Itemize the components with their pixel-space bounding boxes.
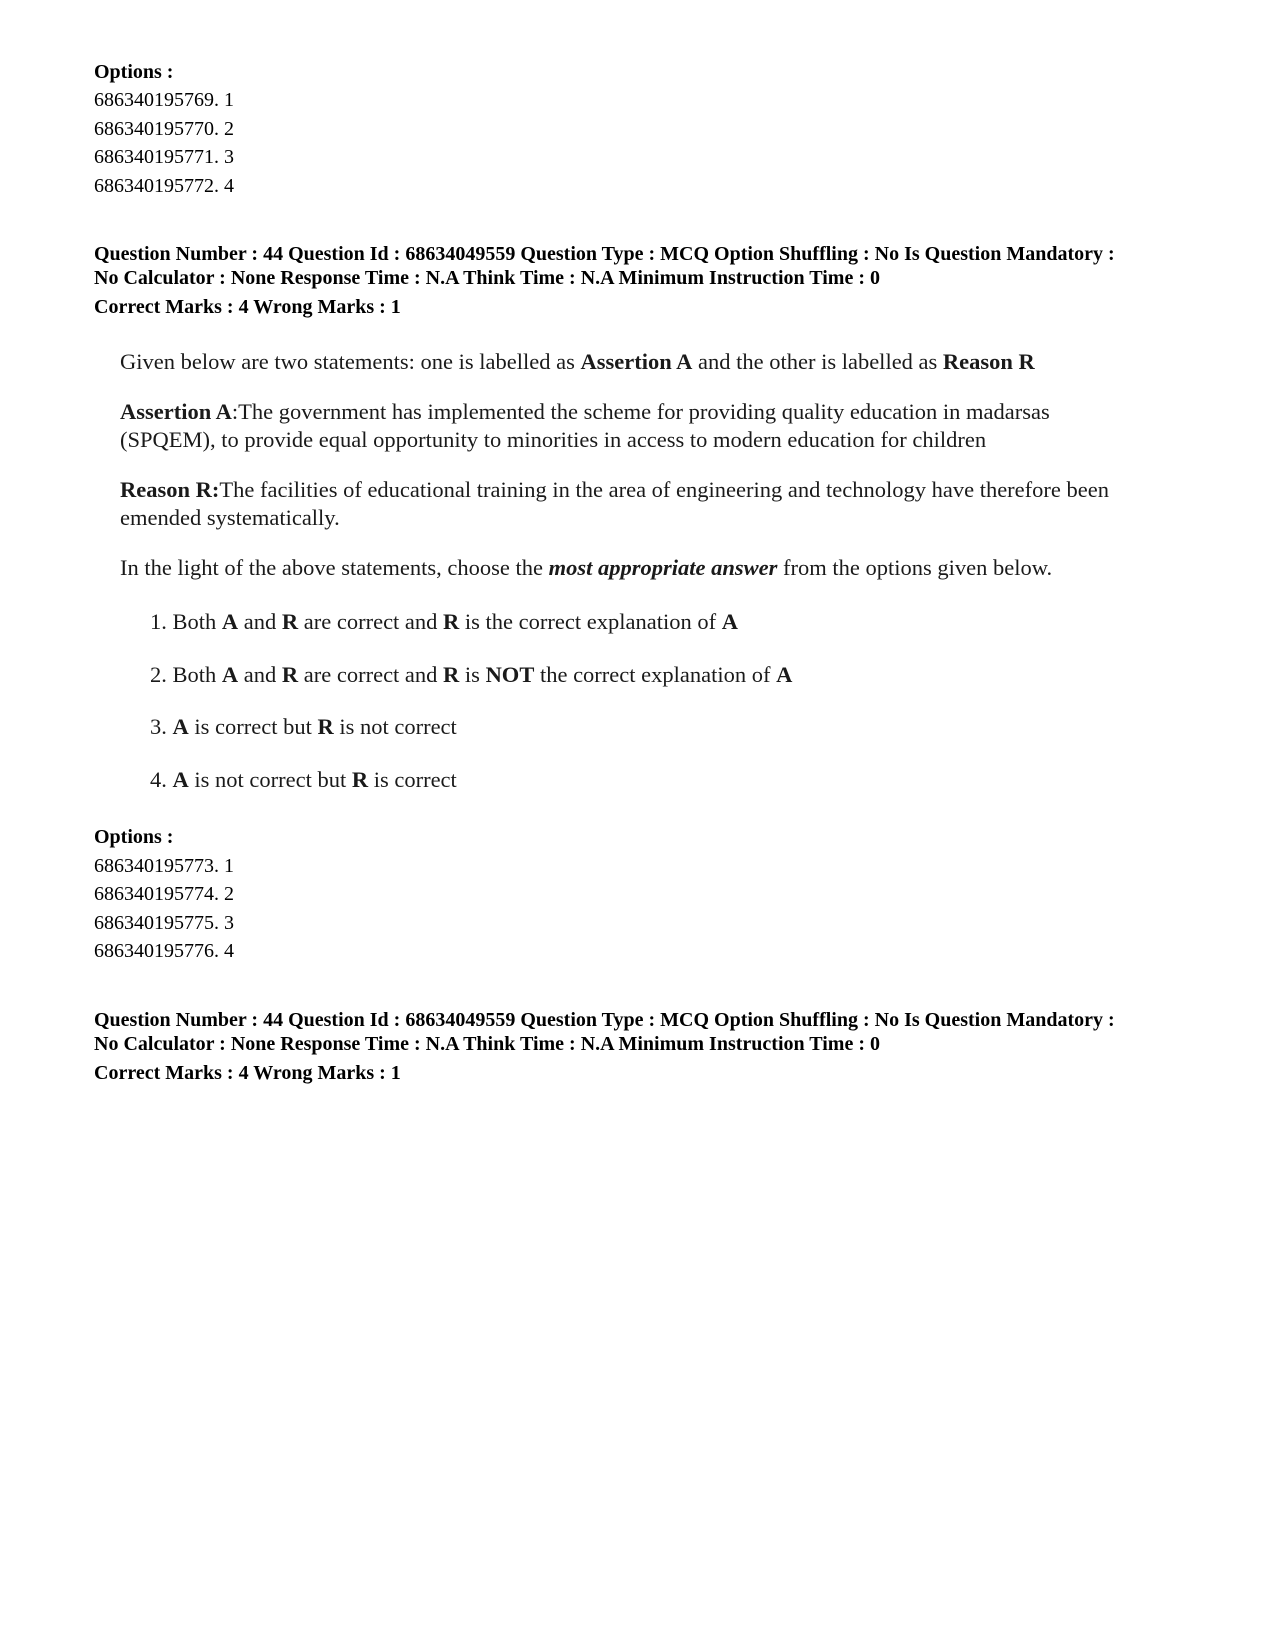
assertion-line: (SPQEM), to provide equal opportunity to minorities in access to modern education for children <box>120 427 987 452</box>
question-marks: Correct Marks : 4 Wrong Marks : 1 <box>94 1062 401 1084</box>
option-item: 686340195772. 4 <box>94 175 234 197</box>
options-label: Options : <box>94 826 174 848</box>
reason-line: Reason R:The facilities of educational training in the area of engineering and technology have therefore been <box>120 477 1109 502</box>
option-item: 686340195770. 2 <box>94 118 234 140</box>
reason-line: emended systematically. <box>120 505 340 530</box>
assertion-line: Assertion A:The government has implemented the scheme for providing quality education in madarsas <box>120 399 1050 424</box>
answer-choice-3: 3. A is correct but R is not correct <box>150 714 457 739</box>
option-item: 686340195771. 3 <box>94 146 234 168</box>
option-item: 686340195773. 1 <box>94 855 234 877</box>
option-item: 686340195776. 4 <box>94 940 234 962</box>
question-meta-line: Question Number : 44 Question Id : 68634049559 Question Type : MCQ Option Shuffling : No Is Question Mandatory : <box>94 1009 1115 1031</box>
question-meta-line: No Calculator : None Response Time : N.A Think Time : N.A Minimum Instruction Time : 0 <box>94 1033 880 1055</box>
question-intro: Given below are two statements: one is labelled as Assertion A and the other is labelled as Reason R <box>120 349 1035 374</box>
question-prompt: In the light of the above statements, choose the most appropriate answer from the options given below. <box>120 555 1053 580</box>
option-item: 686340195769. 1 <box>94 89 234 111</box>
question-meta-line: Question Number : 44 Question Id : 68634049559 Question Type : MCQ Option Shuffling : No Is Question Mandatory : <box>94 243 1115 265</box>
answer-choice-1: 1. Both A and R are correct and R is the correct explanation of A <box>150 609 738 634</box>
options-label: Options : <box>94 61 174 83</box>
question-marks: Correct Marks : 4 Wrong Marks : 1 <box>94 296 401 318</box>
answer-choice-4: 4. A is not correct but R is correct <box>150 767 457 792</box>
answer-choice-2: 2. Both A and R are correct and R is NOT the correct explanation of A <box>150 662 793 687</box>
option-item: 686340195774. 2 <box>94 883 234 905</box>
option-item: 686340195775. 3 <box>94 912 234 934</box>
question-meta-line: No Calculator : None Response Time : N.A Think Time : N.A Minimum Instruction Time : 0 <box>94 267 880 289</box>
